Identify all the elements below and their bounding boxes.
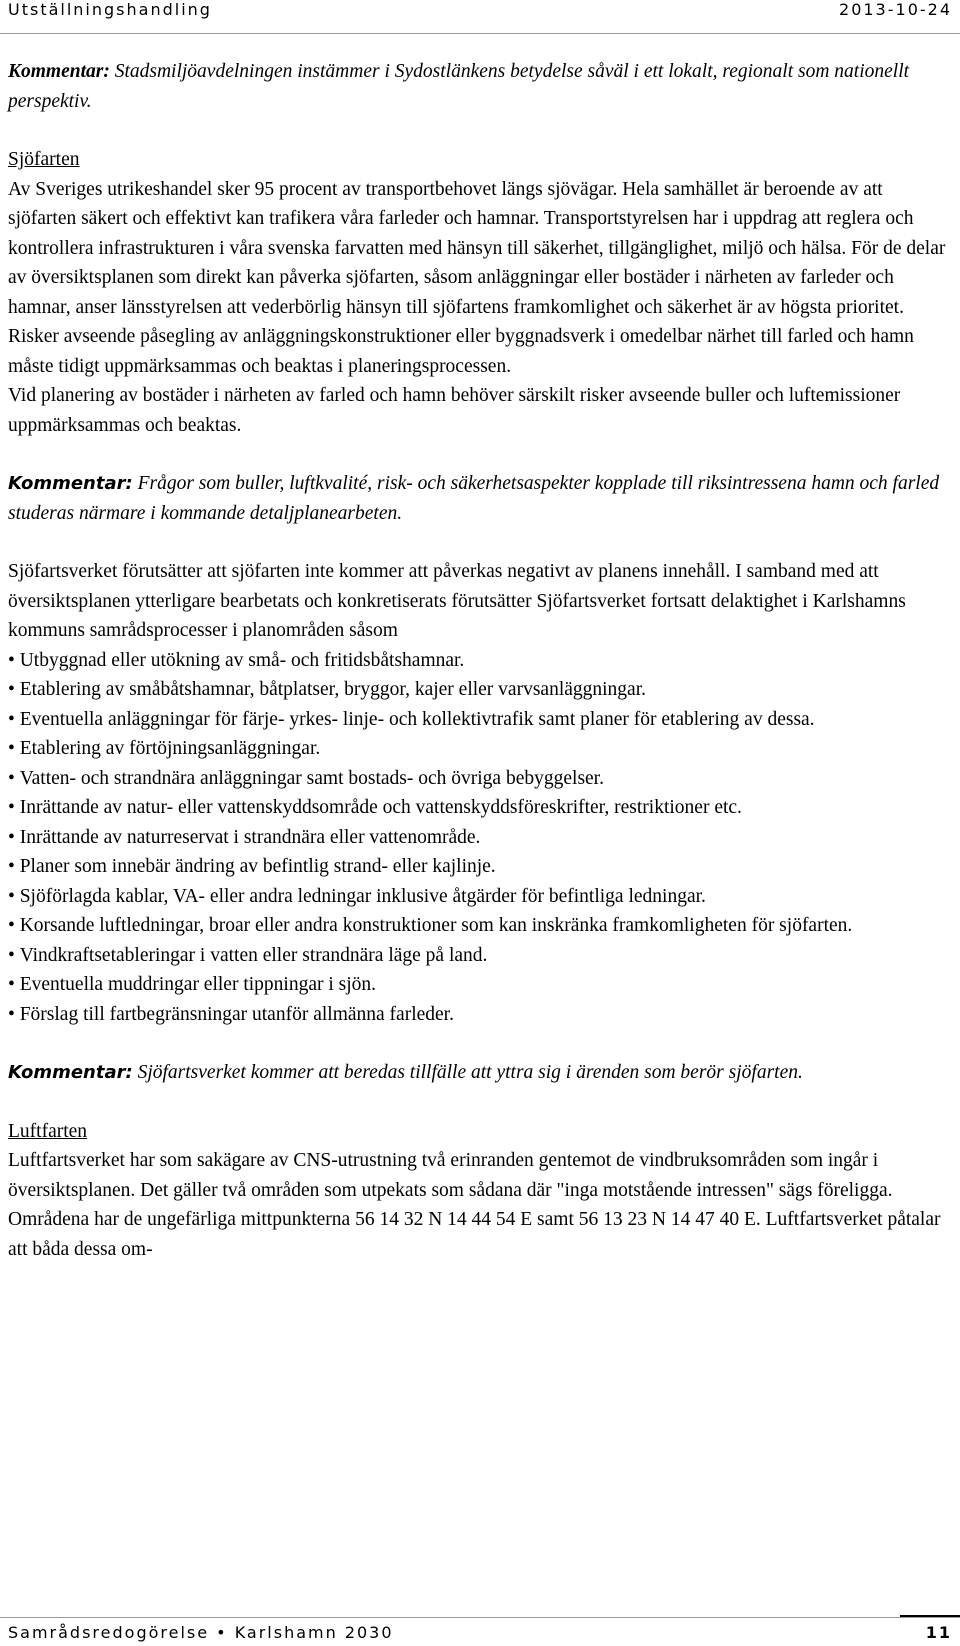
list-item: • Planer som innebär ändring av befintlig strand- eller kajlinje. <box>8 852 948 882</box>
paragraph-sjofarten-planering: Vid planering av bostäder i närheten av farled och hamn behöver särskilt risker avseende buller och luftemissioner uppmärksammas och beaktas. <box>8 385 901 436</box>
page-number: 11 <box>925 1623 952 1642</box>
list-item: • Utbyggnad eller utökning av små- och fritidsbåtshamnar. <box>8 646 948 676</box>
comment-text: Frågor som buller, luftkvalité, risk- och säkerhetsaspekter kopplade till riksintressena hamn och farled studeras närmare i kommande detaljplanearbeten. <box>8 473 940 524</box>
section-heading-luftfarten: Luftfarten <box>8 1120 88 1142</box>
spacer <box>8 1029 948 1058</box>
comment-text: Sjöfartsverket kommer att beredas tillfälle att yttra sig i ärenden som berör sjöfarten. <box>132 1062 803 1083</box>
comment-label: Kommentar: <box>8 473 133 494</box>
section-heading-sjofarten: Sjöfarten <box>8 149 80 170</box>
comment-label: Kommentar: <box>8 61 110 82</box>
paragraph-luftfarten: Luftfartsverket har som sakägare av CNS-utrustning två erinranden gentemot de vindbruksområden som ingår i översiktsplanen. Det gäller två områden som utpekats som sådana där "inga motstående intressen" sägs föreligga. Områdena har de ungefärliga mittpunkterna 56 14 32 N 14 44 54 E samt 56 13 23 N 14 47 40 E. Luftfartsverket påtalar att båda dessa om- <box>8 1150 941 1260</box>
spacer <box>8 440 948 469</box>
list-item: • Korsande luftledningar, broar eller andra konstruktioner som kan inskränka framkomligheten för sjöfarten. <box>8 911 948 941</box>
bullet-list <box>8 646 948 1030</box>
list-item: • Etablering av förtöjningsanläggningar. <box>8 734 948 764</box>
header-date: 2013-10-24 <box>839 0 952 19</box>
spacer <box>8 1088 948 1117</box>
list-item: • Sjöförlagda kablar, VA- eller andra ledningar inklusive åtgärder för befintliga ledningar. <box>8 882 948 912</box>
comment-riksintressen <box>8 469 948 528</box>
comment-text: Stadsmiljöavdelningen instämmer i Sydostlänkens betydelse såväl i ett lokalt, regionalt som nationellt perspektiv. <box>8 61 910 112</box>
header-divider <box>0 33 960 34</box>
list-item: • Förslag till fartbegränsningar utanför allmänna farleder. <box>8 1000 948 1030</box>
comment-stadsmiljo <box>8 57 948 116</box>
list-item: • Vindkraftsetableringar i vatten eller strandnära läge på land. <box>8 941 948 971</box>
paragraph-sjofartsverket: Sjöfartsverket förutsätter att sjöfarten inte kommer att påverkas negativt av planens innehåll. I samband med att översiktsplanen ytterligare bearbetats och konkretiserats förutsätter Sjöfartsverket fortsatt delaktighet i Karlshamns kommuns samrådsprocesser i planområden såsom <box>8 561 906 641</box>
list-item: • Eventuella anläggningar för färje- yrkes- linje- och kollektivtrafik samt planer för etablering av dessa. <box>8 705 948 735</box>
list-item: • Eventuella muddringar eller tippningar i sjön. <box>8 970 948 1000</box>
header-document-status: Utställningshandling <box>8 0 212 19</box>
list-item: • Etablering av småbåtshamnar, båtplatser, bryggor, kajer eller varvsanläggningar. <box>8 675 948 705</box>
footer-divider <box>0 1617 960 1618</box>
footer-document-title: Samrådsredogörelse • Karlshamn 2030 <box>8 1623 394 1642</box>
page-header <box>8 0 952 32</box>
list-item: • Vatten- och strandnära anläggningar samt bostads- och övriga bebyggelser. <box>8 764 948 794</box>
list-item: • Inrättande av naturreservat i strandnära eller vattenområde. <box>8 823 948 853</box>
list-item: • Inrättande av natur- eller vattenskyddsområde och vattenskyddsföreskrifter, restriktioner etc. <box>8 793 948 823</box>
spacer <box>8 116 948 145</box>
comment-label: Kommentar: <box>8 1062 133 1083</box>
footer-page-rule <box>900 1615 960 1617</box>
paragraph-sjofarten: Av Sveriges utrikeshandel sker 95 procent av transportbehovet längs sjövägar. Hela samhället är beroende av att sjöfarten säkert och effektivt kan trafikera våra farleder och hamnar. Transportstyrelsen har i uppdrag att reglera och kontrollera infrastrukturen i våra svenska farvatten med hänsyn till säkerhet, tillgänglighet, miljö och hälsa. För de delar av översiktsplanen som direkt kan påverka sjöfarten, såsom anläggningar eller bostäder i närheten av farleder och hamnar, anser länsstyrelsen att vederbörlig hänsyn till sjöfartens framkomlighet och säkerhet är av högsta prioritet. Risker avseende påsegling av anläggningskonstruktioner eller byggnadsverk i omedelbar närhet till farled och hamn måste tidigt uppmärksammas och beaktas i planeringsprocessen. <box>8 178 946 377</box>
comment-sjofartsverket <box>8 1058 948 1088</box>
page-content <box>8 57 948 1264</box>
spacer <box>8 528 948 557</box>
